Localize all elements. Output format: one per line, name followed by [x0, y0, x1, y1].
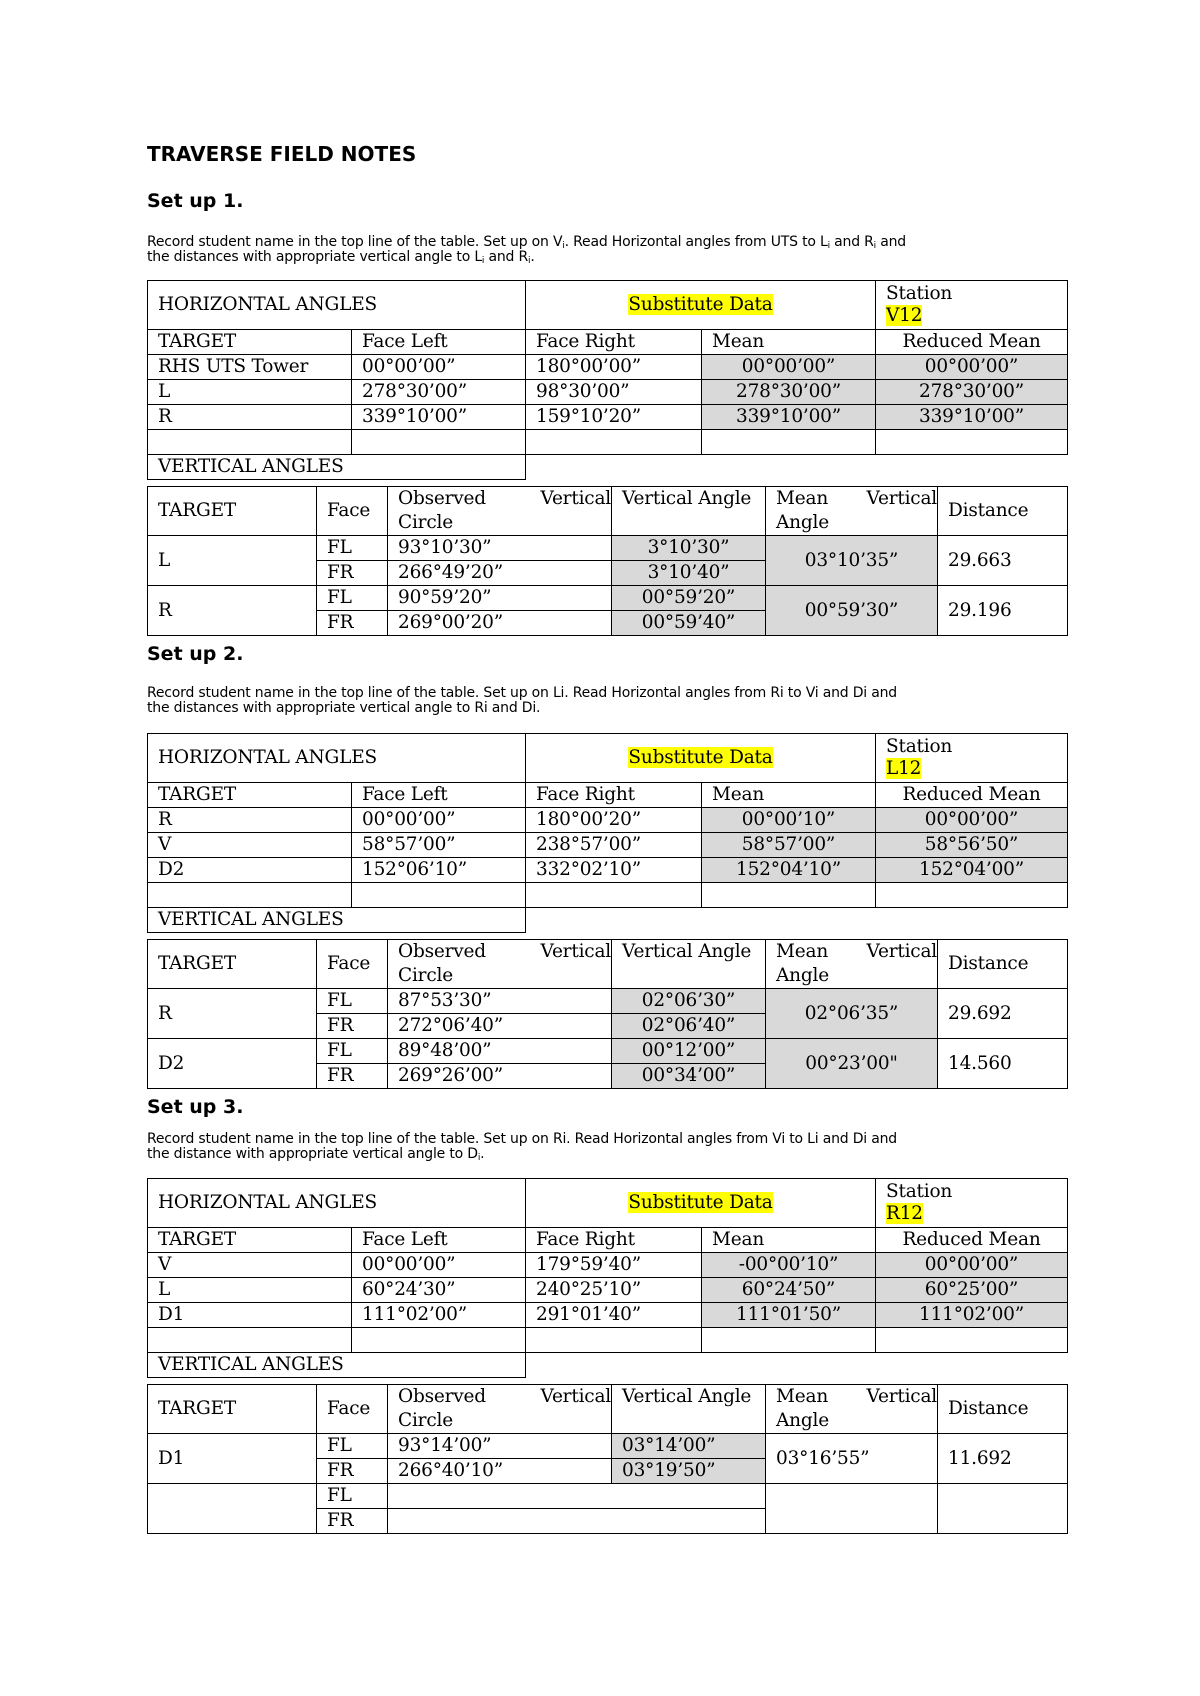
- cell-face-left: 278°30’00”: [352, 380, 526, 405]
- cell-face-right: 180°00’20”: [526, 808, 702, 833]
- col-header-observed-vertical-circle: Observed Vertical Circle: [388, 487, 612, 536]
- col-header-distance: Distance: [938, 487, 1068, 536]
- setup-2-instructions: Record student name in the top line of the table. Set up on Li. Read Horizontal angles from Ri to Vi and Di and the distances with appropriate vertical angle to Ri and Di.: [147, 685, 897, 716]
- cell-vertical-angle: 03°19’50”: [612, 1459, 766, 1484]
- horizontal-angles-label: HORIZONTAL ANGLES: [148, 734, 526, 783]
- cell-observed: 93°10’30”: [388, 536, 612, 561]
- cell-face-left: 58°57’00”: [352, 833, 526, 858]
- setup-2-vertical-table: [147, 939, 1068, 1089]
- cell-observed: [388, 1509, 766, 1534]
- table-row: [148, 1303, 1068, 1328]
- cell-face: FR: [317, 561, 388, 586]
- substitute-data-label: Substitute Data: [526, 734, 876, 783]
- substitute-data-label: Substitute Data: [526, 1179, 876, 1228]
- cell-face-right: 179°59’40”: [526, 1253, 702, 1278]
- cell-face-left: 60°24’30”: [352, 1278, 526, 1303]
- cell-reduced-mean: 00°00’00”: [876, 1253, 1068, 1278]
- table-row: [148, 1434, 1068, 1459]
- setup-1-heading: Set up 1.: [147, 190, 244, 212]
- station-cell: Station L12: [876, 734, 1068, 783]
- cell-mean: 278°30’00”: [702, 380, 876, 405]
- cell-vertical-angle: 00°59’20”: [612, 586, 766, 611]
- col-header-target: TARGET: [148, 940, 317, 989]
- table-row: [148, 355, 1068, 380]
- setup-3-vertical-table: [147, 1384, 1068, 1534]
- cell-face-right: 291°01’40”: [526, 1303, 702, 1328]
- col-header-face: Face: [317, 1385, 388, 1434]
- cell-face: FL: [317, 536, 388, 561]
- cell-observed: 269°26’00”: [388, 1064, 612, 1089]
- substitute-data-label: Substitute Data: [526, 281, 876, 330]
- empty-row: [148, 883, 1068, 908]
- cell-mean: 152°04’10”: [702, 858, 876, 883]
- col-header-mean: Mean: [702, 1228, 876, 1253]
- cell-distance: 29.663: [938, 536, 1068, 586]
- col-header-face-right: Face Right: [526, 783, 702, 808]
- cell-target: D2: [148, 858, 352, 883]
- col-header-face-left: Face Left: [352, 1228, 526, 1253]
- col-header-target: TARGET: [148, 330, 352, 355]
- col-header-mean-vertical-angle: Mean Vertical Angle: [766, 1385, 938, 1434]
- cell-target: L: [148, 1278, 352, 1303]
- cell-face: FL: [317, 989, 388, 1014]
- cell-face: FR: [317, 1064, 388, 1089]
- cell-vertical-angle: 3°10’40”: [612, 561, 766, 586]
- table-row: [148, 833, 1068, 858]
- cell-face-right: 98°30’00”: [526, 380, 702, 405]
- cell-face-left: 00°00’00”: [352, 1253, 526, 1278]
- col-header-mean: Mean: [702, 783, 876, 808]
- cell-observed: 87°53’30”: [388, 989, 612, 1014]
- cell-observed: 89°48’00”: [388, 1039, 612, 1064]
- cell-face-left: 00°00’00”: [352, 808, 526, 833]
- table-row: [148, 405, 1068, 430]
- setup-1-horizontal-table: [147, 280, 1068, 480]
- col-header-target: TARGET: [148, 487, 317, 536]
- col-header-target: TARGET: [148, 1385, 317, 1434]
- cell-reduced-mean: 278°30’00”: [876, 380, 1068, 405]
- cell-target: V: [148, 1253, 352, 1278]
- setup-2-heading: Set up 2.: [147, 643, 244, 665]
- cell-mean-vertical-angle: 03°10’35”: [766, 536, 938, 586]
- cell-target: L: [148, 380, 352, 405]
- empty-row: [148, 1328, 1068, 1353]
- station-cell: Station V12: [876, 281, 1068, 330]
- col-header-distance: Distance: [938, 1385, 1068, 1434]
- empty-row: [148, 430, 1068, 455]
- cell-reduced-mean: 60°25’00”: [876, 1278, 1068, 1303]
- cell-mean: 58°57’00”: [702, 833, 876, 858]
- col-header-observed-vertical-circle: Observed Vertical Circle: [388, 940, 612, 989]
- vertical-angles-label: VERTICAL ANGLES: [148, 1353, 526, 1378]
- cell-mean-vertical-angle: 00°59’30”: [766, 586, 938, 636]
- cell-reduced-mean: 00°00’00”: [876, 355, 1068, 380]
- cell-face-right: 159°10’20”: [526, 405, 702, 430]
- setup-3-instructions: Record student name in the top line of the table. Set up on Ri. Read Horizontal angles from Vi to Li and Di and the distance with appropriate vertical angle to $D_i$.: [147, 1131, 897, 1163]
- cell-target: D1: [148, 1434, 317, 1484]
- cell-distance: 29.692: [938, 989, 1068, 1039]
- cell-target: D1: [148, 1303, 352, 1328]
- cell-mean: 339°10’00”: [702, 405, 876, 430]
- col-header-mean: Mean: [702, 330, 876, 355]
- cell-target: R: [148, 808, 352, 833]
- cell-distance: [938, 1484, 1068, 1534]
- cell-face-right: 238°57’00”: [526, 833, 702, 858]
- cell-distance: 11.692: [938, 1434, 1068, 1484]
- cell-target: R: [148, 989, 317, 1039]
- cell-reduced-mean: 339°10’00”: [876, 405, 1068, 430]
- col-header-distance: Distance: [938, 940, 1068, 989]
- cell-vertical-angle: 00°12’00”: [612, 1039, 766, 1064]
- cell-vertical-angle: 3°10’30”: [612, 536, 766, 561]
- cell-vertical-angle: 03°14’00”: [612, 1434, 766, 1459]
- table-row: [148, 1484, 1068, 1509]
- col-header-face-left: Face Left: [352, 330, 526, 355]
- col-header-reduced-mean: Reduced Mean: [876, 1228, 1068, 1253]
- table-row: [148, 1039, 1068, 1064]
- cell-observed: 266°40’10”: [388, 1459, 612, 1484]
- cell-reduced-mean: 111°02’00”: [876, 1303, 1068, 1328]
- cell-observed: 266°49’20”: [388, 561, 612, 586]
- cell-target: V: [148, 833, 352, 858]
- col-header-target: TARGET: [148, 783, 352, 808]
- table-row: [148, 586, 1068, 611]
- cell-target: R: [148, 586, 317, 636]
- cell-observed: 269°00’20”: [388, 611, 612, 636]
- col-header-target: TARGET: [148, 1228, 352, 1253]
- setup-1-vertical-table: [147, 486, 1068, 636]
- cell-face-right: 180°00’00”: [526, 355, 702, 380]
- station-cell: Station R12: [876, 1179, 1068, 1228]
- setup-2-horizontal-table: [147, 733, 1068, 933]
- col-header-vertical-angle: Vertical Angle: [612, 940, 766, 989]
- cell-face-left: 00°00’00”: [352, 355, 526, 380]
- col-header-face-right: Face Right: [526, 330, 702, 355]
- table-row: [148, 1253, 1068, 1278]
- cell-mean-vertical-angle: 03°16’55”: [766, 1434, 938, 1484]
- setup-1-instructions: Record student name in the top line of the table. Set up on $V_i$. Read Horizontal angles from UTS to $L_i$ and $R_i$ and the distances with appropriate vertical angle to $L_i$ and $R_i$.: [147, 234, 906, 266]
- cell-face-left: 339°10’00”: [352, 405, 526, 430]
- page-title: TRAVERSE FIELD NOTES: [147, 142, 417, 166]
- cell-face-left: 152°06’10”: [352, 858, 526, 883]
- cell-vertical-angle: 02°06’40”: [612, 1014, 766, 1039]
- setup-3-horizontal-table: [147, 1178, 1068, 1378]
- cell-observed: 93°14’00”: [388, 1434, 612, 1459]
- table-row: [148, 536, 1068, 561]
- col-header-vertical-angle: Vertical Angle: [612, 1385, 766, 1434]
- col-header-mean-vertical-angle: Mean Vertical Angle: [766, 487, 938, 536]
- table-row: [148, 380, 1068, 405]
- col-header-face-right: Face Right: [526, 1228, 702, 1253]
- col-header-reduced-mean: Reduced Mean: [876, 330, 1068, 355]
- col-header-reduced-mean: Reduced Mean: [876, 783, 1068, 808]
- cell-face: FR: [317, 1509, 388, 1534]
- cell-mean-vertical-angle: [766, 1484, 938, 1534]
- vertical-angles-label: VERTICAL ANGLES: [148, 455, 526, 480]
- table-row: [148, 1278, 1068, 1303]
- cell-face: FL: [317, 1039, 388, 1064]
- cell-distance: 14.560: [938, 1039, 1068, 1089]
- cell-face: FR: [317, 611, 388, 636]
- col-header-observed-vertical-circle: Observed Vertical Circle: [388, 1385, 612, 1434]
- cell-observed: 90°59’20”: [388, 586, 612, 611]
- col-header-vertical-angle: Vertical Angle: [612, 487, 766, 536]
- horizontal-angles-label: HORIZONTAL ANGLES: [148, 1179, 526, 1228]
- cell-observed: [388, 1484, 766, 1509]
- cell-reduced-mean: 58°56’50”: [876, 833, 1068, 858]
- cell-mean-vertical-angle: 00°23’00": [766, 1039, 938, 1089]
- cell-vertical-angle: 02°06’30”: [612, 989, 766, 1014]
- cell-reduced-mean: 00°00’00”: [876, 808, 1068, 833]
- setup-3-heading: Set up 3.: [147, 1096, 244, 1118]
- cell-face: FR: [317, 1014, 388, 1039]
- cell-target: [148, 1484, 317, 1534]
- cell-face: FL: [317, 1484, 388, 1509]
- cell-target: R: [148, 405, 352, 430]
- table-row: [148, 808, 1068, 833]
- cell-target: RHS UTS Tower: [148, 355, 352, 380]
- cell-face-left: 111°02’00”: [352, 1303, 526, 1328]
- cell-vertical-angle: 00°34’00”: [612, 1064, 766, 1089]
- cell-face: FL: [317, 586, 388, 611]
- cell-target: L: [148, 536, 317, 586]
- cell-mean-vertical-angle: 02°06’35”: [766, 989, 938, 1039]
- cell-mean: 60°24’50”: [702, 1278, 876, 1303]
- cell-distance: 29.196: [938, 586, 1068, 636]
- cell-observed: 272°06’40”: [388, 1014, 612, 1039]
- vertical-angles-label: VERTICAL ANGLES: [148, 908, 526, 933]
- cell-vertical-angle: 00°59’40”: [612, 611, 766, 636]
- cell-mean: 111°01’50”: [702, 1303, 876, 1328]
- table-row: [148, 858, 1068, 883]
- cell-target: D2: [148, 1039, 317, 1089]
- horizontal-angles-label: HORIZONTAL ANGLES: [148, 281, 526, 330]
- col-header-face: Face: [317, 940, 388, 989]
- cell-face-right: 332°02’10”: [526, 858, 702, 883]
- table-row: [148, 989, 1068, 1014]
- cell-mean: 00°00’00”: [702, 355, 876, 380]
- cell-mean: 00°00’10”: [702, 808, 876, 833]
- col-header-face: Face: [317, 487, 388, 536]
- cell-reduced-mean: 152°04’00”: [876, 858, 1068, 883]
- col-header-mean-vertical-angle: Mean Vertical Angle: [766, 940, 938, 989]
- col-header-face-left: Face Left: [352, 783, 526, 808]
- cell-face-right: 240°25’10”: [526, 1278, 702, 1303]
- cell-face: FR: [317, 1459, 388, 1484]
- cell-mean: -00°00’10”: [702, 1253, 876, 1278]
- cell-face: FL: [317, 1434, 388, 1459]
